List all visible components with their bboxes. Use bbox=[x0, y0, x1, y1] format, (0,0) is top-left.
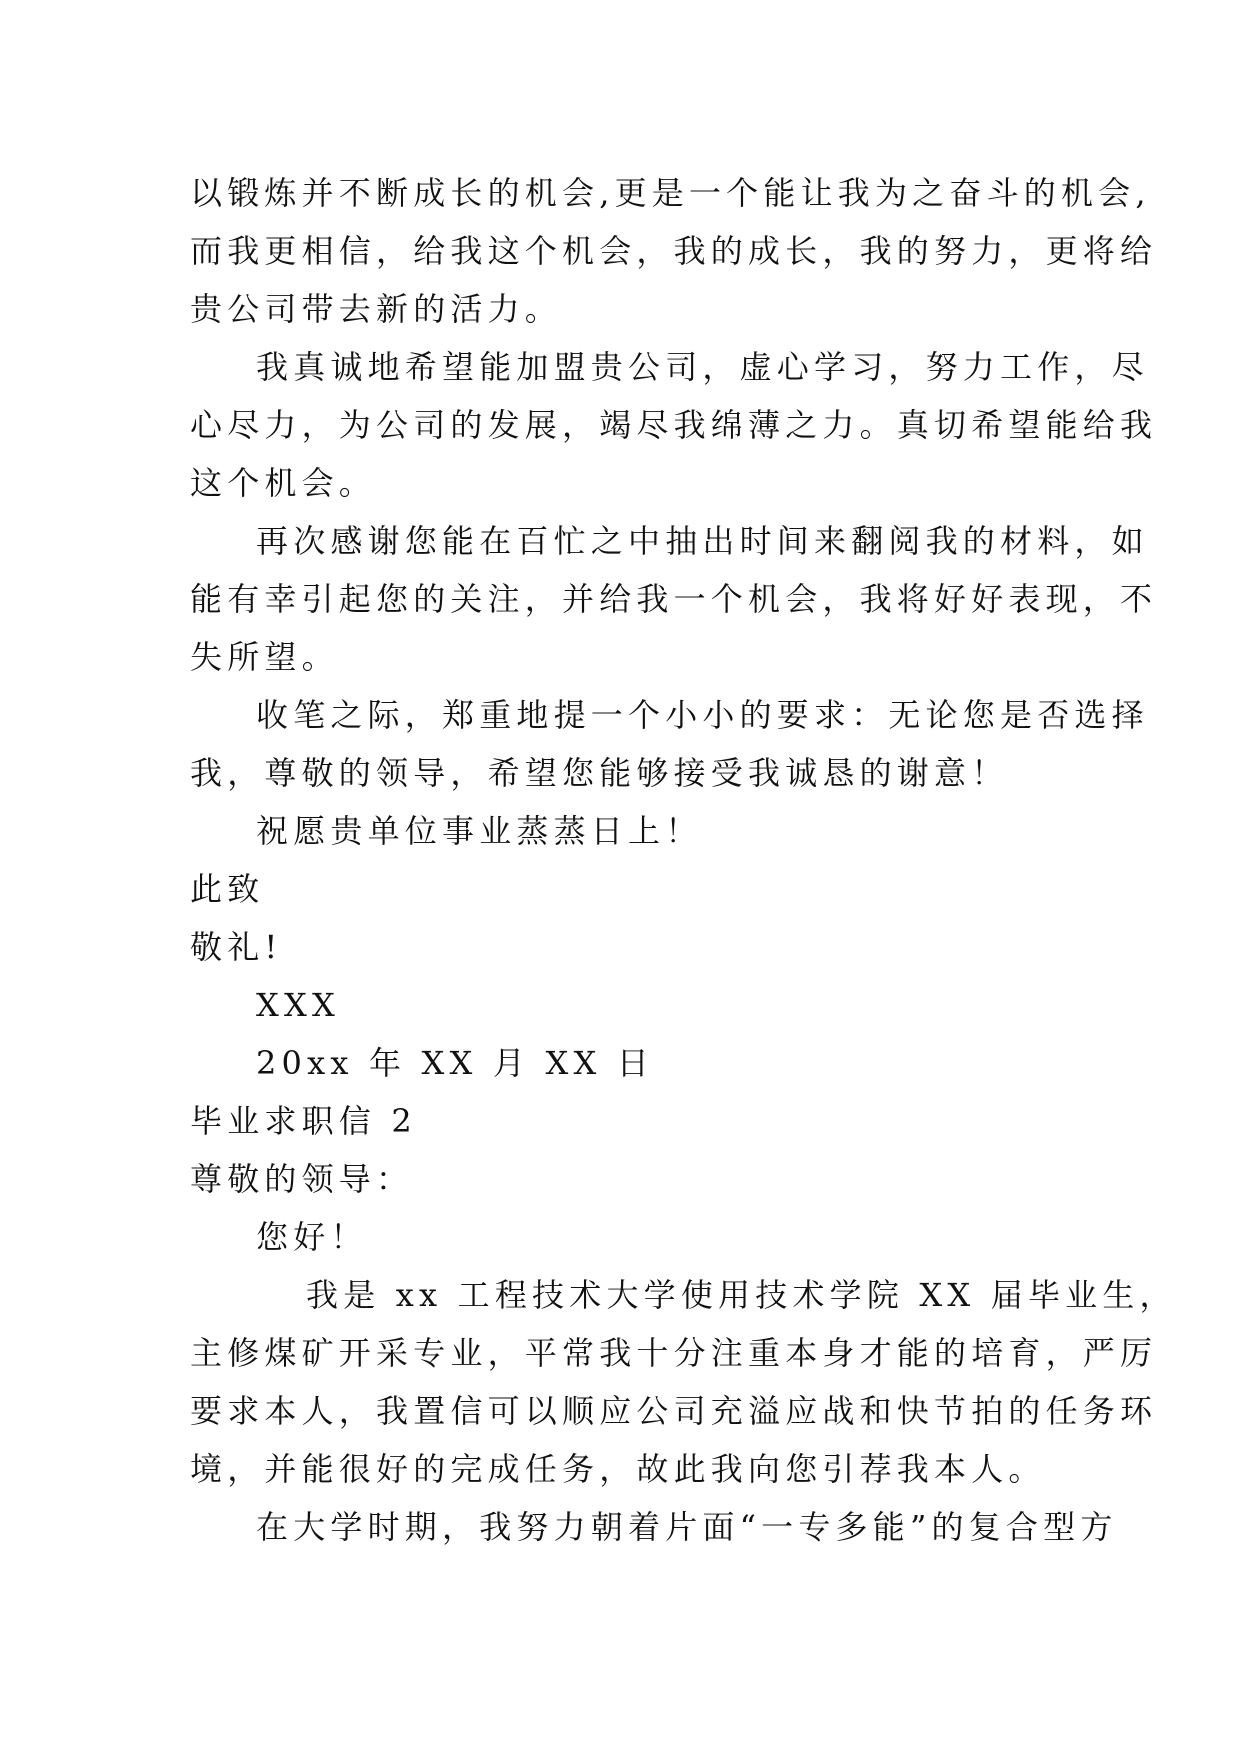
text-line: 在大学时期，我努力朝着片面“一专多能”的复合型方 bbox=[256, 1508, 1118, 1546]
text-line: 我真诚地希望能加盟贵公司，虚心学习，努力工作，尽 bbox=[256, 348, 1149, 386]
text-line: 能有幸引起您的关注，并给我一个机会，我将好好表现，不 bbox=[190, 580, 1158, 618]
text-line: 我是 xx 工程技术大学使用技术学院 XX 届毕业生， bbox=[306, 1276, 1177, 1314]
text-line: 失所望。 bbox=[190, 638, 339, 676]
section-title: 毕业求职信 2 bbox=[190, 1102, 417, 1140]
text-line: 心尽力，为公司的发展，竭尽我绵薄之力。真切希望能给我 bbox=[190, 406, 1158, 444]
text-line: 收笔之际，郑重地提一个小小的要求：无论您是否选择 bbox=[256, 696, 1149, 734]
greeting: 您好！ bbox=[256, 1218, 368, 1256]
text-line: 再次感谢您能在百忙之中抽出时间来翻阅我的材料，如 bbox=[256, 522, 1149, 560]
letter-body bbox=[190, 164, 1177, 1556]
text-line: 敬礼! bbox=[190, 928, 283, 966]
text-line: 主修煤矿开采专业，平常我十分注重本身才能的培育，严厉 bbox=[190, 1334, 1158, 1372]
text-line: 而我更相信，给我这个机会，我的成长，我的努力，更将给 bbox=[190, 232, 1158, 270]
text-line: 我，尊敬的领导，希望您能够接受我诚恳的谢意！ bbox=[190, 754, 1009, 792]
text-line: 贵公司带去新的活力。 bbox=[190, 290, 563, 328]
signature-name: XXX bbox=[256, 986, 340, 1024]
text-line: 这个机会。 bbox=[190, 464, 377, 502]
text-line: 祝愿贵单位事业蒸蒸日上！ bbox=[256, 812, 703, 850]
text-line: 要求本人，我置信可以顺应公司充溢应战和快节拍的任务环 bbox=[190, 1392, 1158, 1430]
salutation: 尊敬的领导： bbox=[190, 1160, 414, 1198]
text-line: 以锻炼并不断成长的机会,更是一个能让我为之奋斗的机会, bbox=[190, 174, 1151, 212]
text-line: 此致 bbox=[190, 870, 265, 908]
signature-date: 20xx 年 XX 月 XX 日 bbox=[256, 1044, 654, 1082]
text-line: 境，并能很好的完成任务，故此我向您引荐我本人。 bbox=[190, 1450, 1046, 1488]
